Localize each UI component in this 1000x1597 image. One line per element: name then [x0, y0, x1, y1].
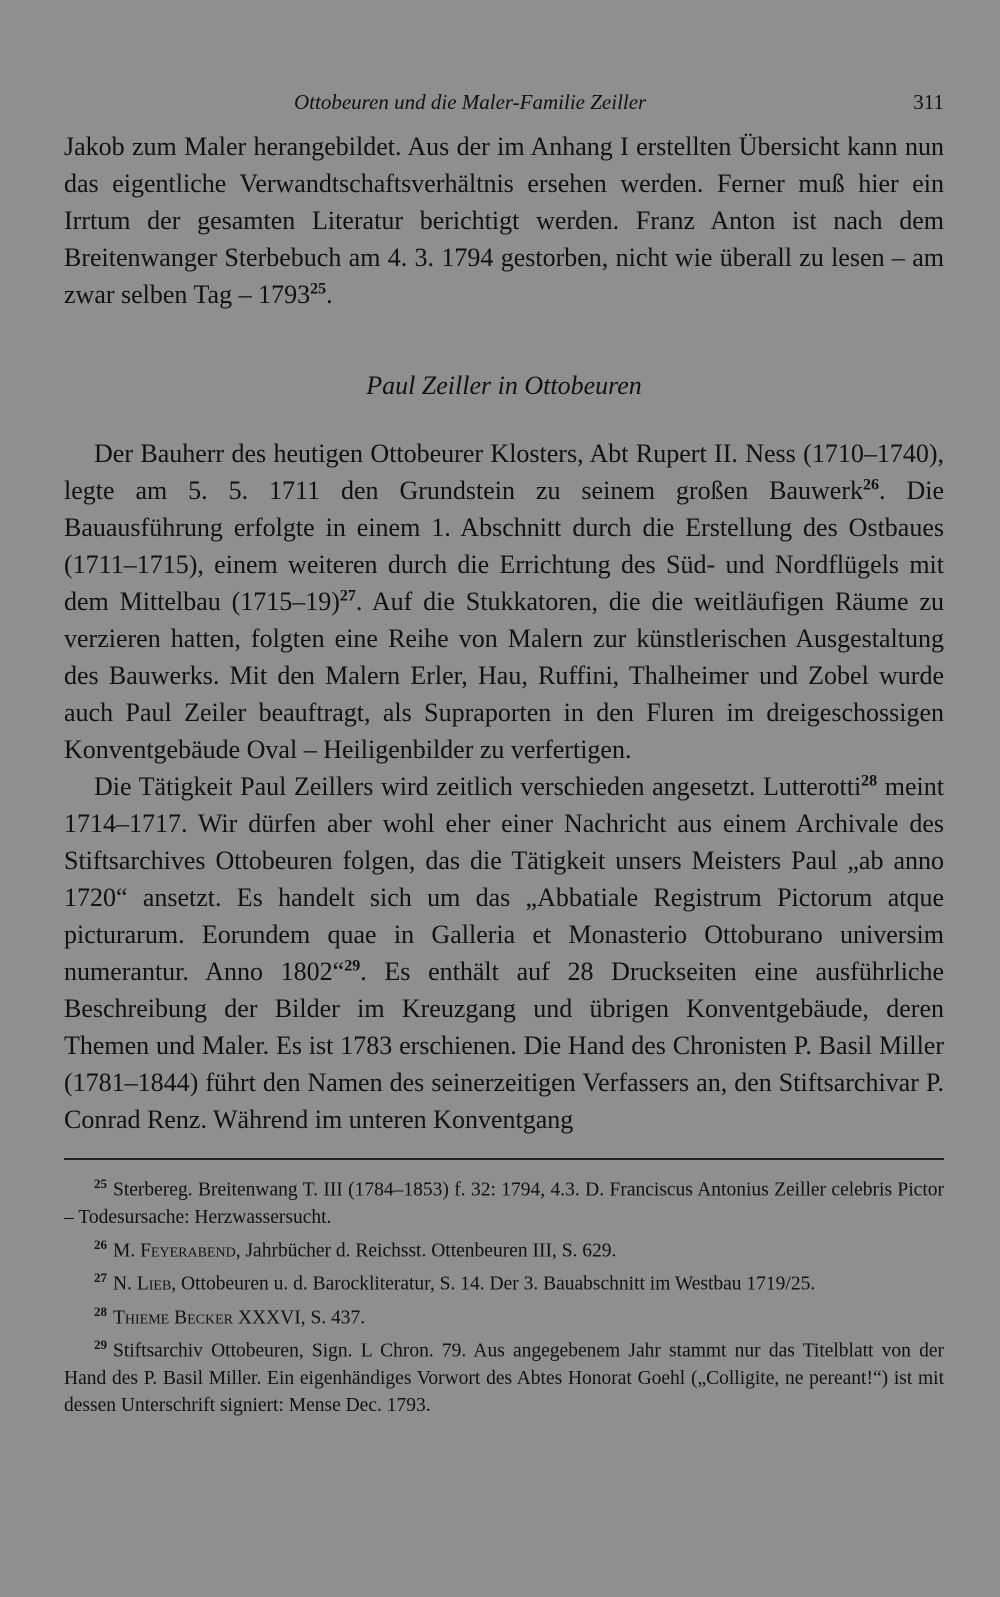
footnote-28	[64, 1298, 944, 1332]
footnote-ref-27: 27	[339, 587, 356, 605]
running-title: Ottobeuren und die Maler-Familie Zeiller	[294, 90, 647, 114]
paragraph-2-part-b: . Die Bauausführung erfolgte in einem 1. Abschnitt durch die Erstellung des Ostbaues (1711–1715), einem weiteren durch die Errichtung des Süd- und Nordflügels mit dem Mittelbau (1715–19)	[64, 476, 944, 616]
paragraph-3	[64, 768, 944, 1138]
paragraph-1-end: .	[326, 280, 333, 309]
paragraph-2-part-c: . Auf die Stukkatoren, die die weitläufigen Räume zu verzieren hatten, folgten eine Reihe von Malern zur künstlerischen Ausgestaltung des Bauwerks. Mit den Malern Erler, Hau, Ruffini, Thalheimer und Zobel wurde auch Paul Zeiler beauftragt, als Supraporten in den Fluren im dreigeschossigen Konventgebäude Oval – Heiligenbilder zu verfertigen.	[64, 587, 944, 764]
footnote-26-author: M. Feyerabend	[113, 1240, 236, 1261]
footnotes	[64, 1170, 944, 1419]
paragraph-3-part-b: meint 1714–1717. Wir dürfen aber wohl eher einer Nachricht aus einem Archivale des Stiftsarchives Ottobeuren folgen, das die Tätigkeit unsers Meisters Paul „ab anno 1720“ ansetzt. Es handelt sich um das „Abbatiale Registrum Pictorum atque picturarum. Eorundem quae in Galleria et Monasterio Ottoburano universim numerantur. Anno 1802“	[64, 772, 944, 986]
paragraph-1-text: Jakob zum Maler herangebildet. Aus der im Anhang I erstellten Übersicht kann nun das eigentliche Verwandtschaftsverhältnis ersehen werden. Ferner muß hier ein Irrtum der gesamten Literatur berichtigt werden. Franz Anton ist nach dem Breitenwanger Sterbebuch am 4. 3. 1794 gestorben, nicht wie überall zu lesen – am zwar selben Tag – 1793	[64, 132, 944, 309]
footnote-mark-27: 27	[94, 1270, 107, 1285]
footnote-mark-28: 28	[94, 1303, 107, 1319]
footnote-29-text: Stiftsarchiv Ottobeuren, Sign. L Chron. 79. Aus angegebenem Jahr stammt nur das Titelblatt von der Hand des P. Basil Miller. Ein eigenhändiges Vorwort des Abtes Honorat Goehl („Colligite, ne pereant!“) ist mit dessen Unterschrift signiert: Mense Dec. 1793.	[64, 1340, 944, 1416]
footnote-mark-26: 26	[94, 1236, 107, 1252]
footnote-ref-25: 25	[310, 280, 327, 298]
footnote-25	[64, 1170, 944, 1231]
footnote-ref-26: 26	[863, 476, 880, 494]
footnote-26-text: , Jahrbücher d. Reichsst. Ottenbeuren III, S. 629.	[235, 1240, 617, 1261]
paragraph-2	[64, 435, 944, 768]
body-text	[64, 128, 944, 1138]
footnote-28-text: XXXVI, S. 437.	[233, 1307, 366, 1328]
footnote-ref-28: 28	[861, 772, 878, 790]
running-header	[64, 84, 944, 128]
footnote-26	[64, 1231, 944, 1265]
page-number: 311	[913, 90, 944, 114]
paragraph-3-part-a: Die Tätigkeit Paul Zeillers wird zeitlich verschieden angesetzt. Lutterotti	[94, 772, 862, 801]
footnote-mark-25: 25	[94, 1176, 107, 1191]
section-heading: Paul Zeiller in Ottobeuren	[366, 371, 642, 400]
book-page	[64, 84, 944, 1419]
footnote-ref-29: 29	[344, 957, 361, 975]
footnote-27-text: , Ottobeuren u. d. Barockliteratur, S. 14. Der 3. Bauabschnitt im Westbau 1719/25.	[171, 1273, 816, 1295]
paragraph-2-part-a: Der Bauherr des heutigen Ottobeurer Klosters, Abt Rupert II. Ness (1710–1740), legte am 5. 5. 1711 den Grundstein zu seinem großen Bauwerk	[64, 439, 944, 505]
footnote-25-text: Sterbereg. Breitenwang T. III (1784–1853) f. 32: 1794, 4.3. D. Franciscus Antonius Zeiller celebris Pictor – Todesursache: Herzwassersucht.	[64, 1179, 944, 1228]
footnote-divider	[64, 1158, 944, 1160]
footnote-28-author: Thieme Becker	[113, 1307, 234, 1328]
paragraph-3-part-c: . Es enthält auf 28 Druckseiten eine ausführliche Beschreibung der Bilder im Kreuzgang und übrigen Konventgebäude, deren Themen und Maler. Es ist 1783 erschienen. Die Hand des Chronisten P. Basil Miller (1781–1844) führt den Namen des seinerzeitigen Verfassers an, den Stiftsarchivar P. Conrad Renz. Während im unteren Konventgang	[64, 957, 944, 1134]
footnote-29	[64, 1331, 944, 1419]
footnote-27-author: N. Lieb	[113, 1273, 172, 1295]
paragraph-1	[64, 128, 944, 313]
footnote-27	[64, 1264, 944, 1298]
footnote-mark-29: 29	[94, 1337, 107, 1352]
